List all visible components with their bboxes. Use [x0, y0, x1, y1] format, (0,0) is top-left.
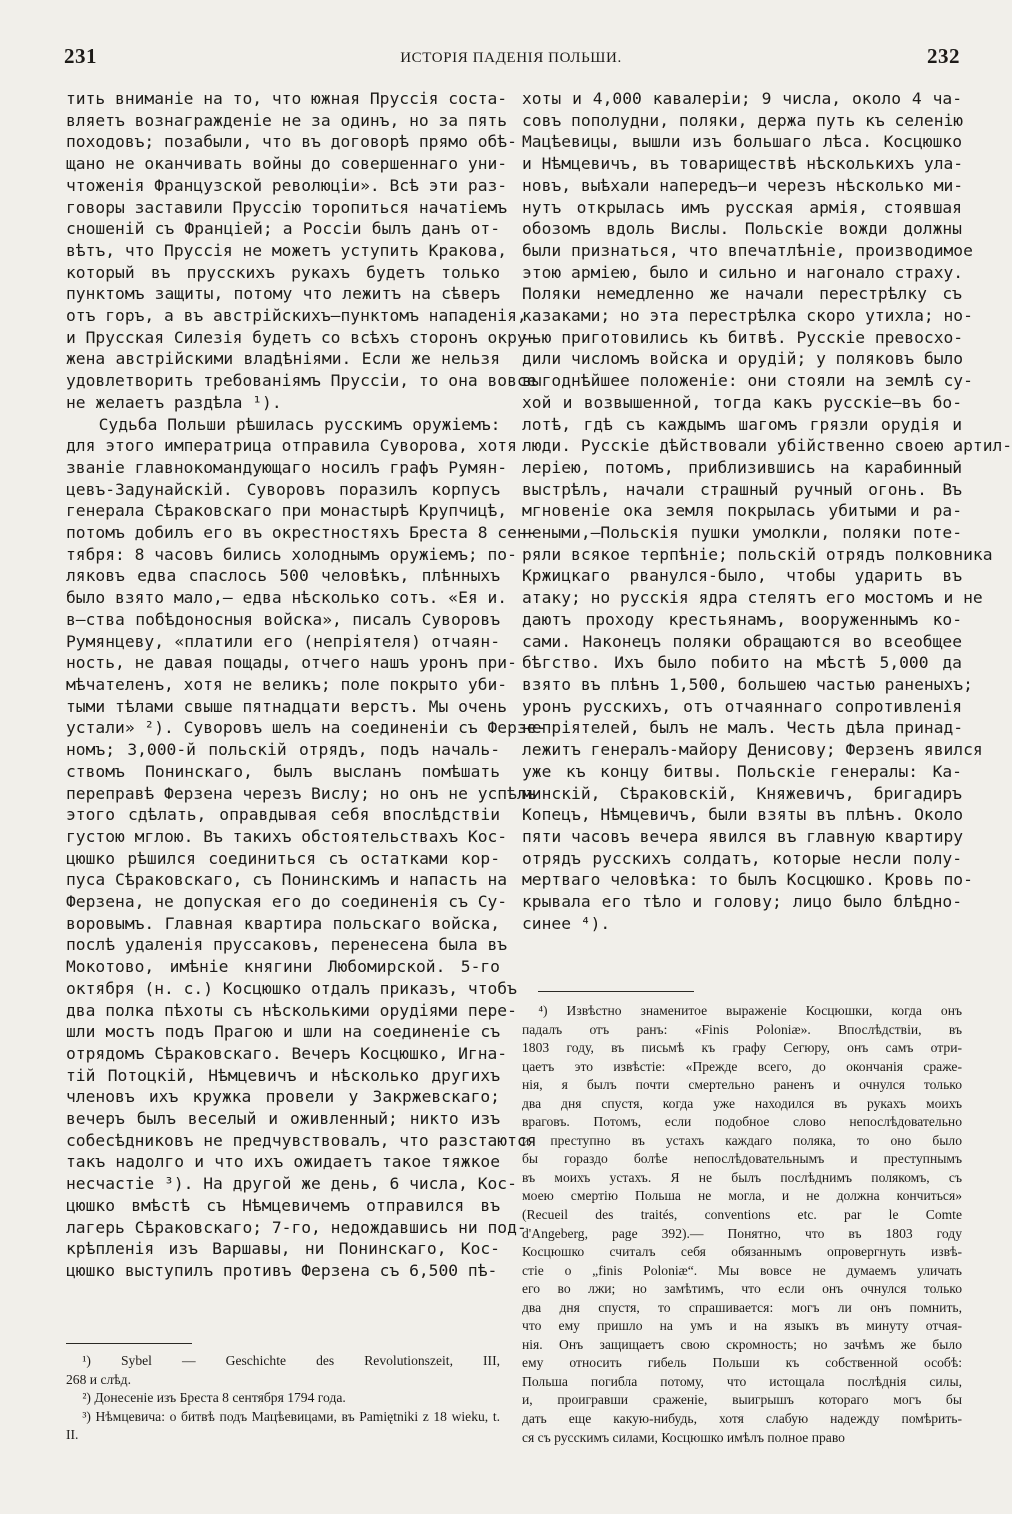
- footnote-line: моею смертію Польша не могла, и не должна кончиться»: [522, 1188, 962, 1204]
- text-line: членовъ ихъ кружка провели у Закржевскаго;: [66, 1087, 500, 1107]
- text-line: дили числомъ войска и орудій; у поляковъ было: [522, 349, 964, 369]
- left-footnote-rule: [66, 1343, 192, 1344]
- footnote-line: ему относить гибель Польши къ собственной особѣ:: [522, 1355, 962, 1371]
- footnote-line: Польша погибла потому, что истощала послѣднія силы,: [522, 1373, 962, 1389]
- footnote-line: (Recueil des traités, conventions etc. par le Comte: [522, 1207, 962, 1223]
- text-line: даютъ проходу крестьянамъ, вооруженнымъ ко-: [522, 609, 962, 629]
- text-line: цюшко вмѣстѣ съ Нѣмцевичемъ отправился въ: [66, 1195, 500, 1215]
- right-text-column: [522, 88, 1012, 934]
- footnote-line: ⁴) Извѣстно знаменитое выраженіе Косцюшки, когда онъ: [538, 1003, 962, 1018]
- text-line: два полка пѣхоты съ нѣсколькими орудіями пере-: [66, 1000, 517, 1020]
- page-number-left: 231: [64, 44, 97, 68]
- text-line: тій Потоцкій, Нѣмцевичъ и нѣсколько другихъ: [66, 1065, 500, 1085]
- text-line: званіе главнокомандующаго носилъ графъ Румян-: [66, 457, 508, 477]
- text-line: сношеній съ Франціей; а Россіи былъ данъ от-: [66, 219, 500, 239]
- left-text-column: [66, 88, 547, 1282]
- text-line: Мокотово, имѣніе княгини Любомирской. 5-го: [66, 957, 500, 977]
- text-line: обозомъ вдоль Вислы. Польскіе вожди должны: [522, 219, 962, 239]
- text-line: такъ надолго и что ихъ ожидаетъ такое тяжкое: [66, 1152, 500, 1172]
- text-line: выгоднѣйшее положеніе: они стояли на землѣ су-: [522, 371, 973, 391]
- text-line: взято въ плѣнъ 1,500, большею частью раненыхъ;: [522, 674, 973, 694]
- right-footnote-rule: [538, 991, 694, 992]
- footnote-line: ¹) Sybel — Geschichte des Revolutionszeit, III,: [82, 1353, 500, 1368]
- text-line: лагерь Сѣраковскаго; 7-го, недождавшись ни под-: [66, 1217, 527, 1237]
- text-line: Копецъ, Нѣмцевичъ, были взяты въ плѣнъ. Около: [522, 805, 964, 825]
- footnote-line: Косцюшко считалъ себя обязаннымъ опровергнуть извѣ-: [522, 1244, 962, 1260]
- text-line: несчастіе ³). На другой же день, 6 числа, Кос-: [66, 1174, 517, 1194]
- text-line: воровымъ. Главная квартира польскаго войска,: [66, 913, 500, 933]
- text-line: бѣгство. Ихъ было побито на мѣстѣ 5,000 да: [522, 653, 962, 673]
- footnote-line: дать еще какую-нибудь, хотя слабую надежду помѣрить-: [522, 1411, 962, 1427]
- page-number-right: 232: [927, 44, 960, 68]
- text-line: хой и возвышенной, тогда какъ русскіе—въ бо-: [522, 392, 962, 412]
- text-line: и Прусская Силезія будетъ со всѣхъ сторонъ окру-: [66, 327, 537, 347]
- text-line: для этого императрица отправила Суворова, хотя: [66, 436, 517, 456]
- footnote-line: ³) Нѣмцевича: о битвѣ подъ Мацѣевицами, въ Pamiętniki z 18 wieku, t. II.: [66, 1408, 500, 1443]
- text-line: Мацѣевицы, вышли изъ большаго лѣса. Косцюшко: [522, 132, 962, 152]
- footnote-line: d'Angeberg, page 392).— Понятно, что въ 1803 году: [522, 1225, 962, 1241]
- text-line: Кржицкаго рванулся-было, чтобы ударить въ: [522, 566, 962, 586]
- text-line: синее ⁴).: [522, 913, 611, 933]
- text-line: Поляки немедленно же начали перестрѣлку съ: [522, 284, 962, 304]
- text-line: Ферзена, не допуская его до соединенія съ Су-: [66, 892, 508, 912]
- text-line: тября: 8 часовъ бились холоднымъ оружіемъ; по-: [66, 544, 517, 564]
- text-line: ряли всякое терпѣніе; польскій отрядъ полковника: [522, 544, 993, 564]
- text-line: непріятелей, былъ не малъ. Честь дѣла принад-: [522, 718, 964, 738]
- running-title: ИСТОРІЯ ПАДЕНІЯ ПОЛЬШИ.: [400, 50, 622, 66]
- text-line: густою мглою. Въ такихъ обстоятельствахъ Кос-: [66, 826, 508, 846]
- footnote-line: враговъ. Потомъ, если подобное слово непослѣдовательно: [522, 1114, 962, 1130]
- text-line: уронъ русскихъ, отъ отчаяннаго сопротивленія: [522, 696, 962, 716]
- text-line: этою арміею, было и сильно и нагонало страху.: [522, 262, 964, 282]
- text-line: и Нѣмцевичъ, въ товариществѣ нѣсколькихъ ула-: [522, 154, 964, 174]
- text-line: номъ; 3,000-й польскій отрядъ, подъ началь-: [66, 740, 500, 760]
- text-line: сами. Наконецъ поляки обращаются во всеобщее: [522, 631, 962, 651]
- footnote-line: 1803 году, въ письмѣ къ графу Сегюру, онъ самъ отри-: [522, 1040, 962, 1056]
- text-line: Судьба Польши рѣшилась русскимъ оружіемъ:: [98, 414, 501, 434]
- footnote-line: бы гораздо болѣе непослѣдовательнымъ и преступнымъ: [522, 1151, 962, 1167]
- text-line: были признаться, что впечатлѣніе, производимое: [522, 240, 973, 260]
- text-line: цюшко рѣшился соединиться съ остатками кор-: [66, 848, 500, 868]
- text-line: мѣчателенъ, хотя не великъ; поле покрыто уби-: [66, 674, 508, 694]
- footnote-line: въ моихъ устахъ. Я не былъ послѣднимъ полякомъ, съ: [522, 1169, 962, 1185]
- text-line: новъ, выѣхали напередъ—и черезъ нѣсколько ми-: [522, 175, 964, 195]
- text-line: минскій, Сѣраковскій, Княжевичъ, бригадиръ: [522, 783, 962, 803]
- text-line: ляковъ едва спаслось 500 человѣкъ, плѣнныхъ: [66, 566, 500, 586]
- text-line: вляетъ вознагражденіе не за одинъ, но за пять: [66, 110, 508, 130]
- text-line: генерала Сѣраковскаго при монастырѣ Крупчицѣ,: [66, 501, 508, 521]
- text-line: октября (н. с.) Косцюшко отдалъ приказъ, чтобъ: [66, 978, 517, 998]
- footnote-line: цаетъ это извѣстіе: «Прежде всего, до окончанія сраже-: [522, 1058, 962, 1074]
- text-line: говоры заставили Пруссію торопиться начатіемъ: [66, 197, 508, 217]
- text-line: ствомъ Понинскаго, былъ высланъ помѣшать: [66, 761, 500, 781]
- text-line: цюшко выступилъ противъ Ферзена съ 6,500 пѣ-: [66, 1260, 498, 1280]
- footnote-line: его во лжи; но замѣтимъ, что если онъ очнулся только: [522, 1281, 962, 1297]
- text-line: леріею, потомъ, приблизившись на карабинный: [522, 457, 962, 477]
- footnote-line: и преступно въ устахъ каждаго поляка, то оно было: [522, 1132, 962, 1148]
- text-line: послѣ удаленія пруссаковъ, перенесена была въ: [66, 935, 508, 955]
- text-line: удовлетворить требованіямъ Пруссіи, то она вовсе: [66, 371, 537, 391]
- footnote-line: 268 и слѣд.: [66, 1371, 131, 1387]
- footnote-line: и, проигравши сраженіе, выигрышъ котораго могъ бы: [522, 1392, 962, 1408]
- footnote-line: нія. Онъ защищаетъ свою скромность; но зачѣмъ же было: [522, 1336, 962, 1352]
- text-line: шли мостъ подъ Прагою и шли на соединеніе съ: [66, 1022, 500, 1042]
- text-line: собесѣдниковъ не предчувствовалъ, что разстаются: [66, 1130, 537, 1150]
- text-line: хоты и 4,000 кавалеріи; 9 числа, около 4 ча-: [522, 89, 962, 108]
- footnote-line: нія, я былъ почти смертельно раненъ и очнулся только: [522, 1077, 962, 1093]
- text-line: чтоженія Французской революціи». Всѣ эти раз-: [66, 175, 508, 195]
- text-line: выстрѣлъ, начали страшный ручный огонь. Въ: [522, 479, 962, 499]
- text-line: щано не оканчивать войны до совершеннаго уни-: [66, 154, 508, 174]
- text-line: тить вниманіе на то, что южная Пруссія соста-: [66, 89, 508, 108]
- text-line: крѣпленія изъ Варшавы, ни Понинскаго, Кос-: [66, 1239, 500, 1259]
- text-line: потомъ добилъ его въ окрестностяхъ Бреста 8 сен-: [66, 523, 537, 543]
- right-footnotes: [522, 1002, 962, 1447]
- page-header: [62, 44, 960, 74]
- text-line: нутъ открылась имъ русская армія, стоявшая: [522, 197, 962, 217]
- text-line: вѣтъ, что Пруссія не можетъ уступить Кракова,: [66, 240, 508, 260]
- text-line: люди. Русскіе дѣйствовали убійственно своею артил-: [522, 436, 1012, 456]
- text-line: жена австрійскими владѣніями. Если же нельзя: [66, 349, 500, 369]
- text-line: лежитъ генералъ-майору Денисову; Ферзенъ явился: [522, 740, 983, 760]
- text-line: ность, не давая пощады, отчего нашъ уронъ при-: [66, 653, 517, 673]
- text-line: атаку; но русскія ядра стелятъ его мостомъ и не: [522, 588, 983, 608]
- text-line: пунктомъ защиты, потому что лежитъ на сѣверъ: [66, 284, 500, 304]
- footnote-line: ²) Донесеніе изъ Бреста 8 сентября 1794 года.: [82, 1390, 346, 1406]
- text-line: было взято мало,— едва нѣсколько сотъ. «Ея и.: [66, 588, 508, 608]
- text-line: в—ства побѣдоносныя войска», писалъ Суворовъ: [66, 609, 500, 629]
- text-line: неными,—Польскія пушки умолкли, поляки поте-: [522, 523, 962, 543]
- text-line: отрядомъ Сѣраковскаго. Вечеръ Косцюшко, Игна-: [66, 1043, 508, 1063]
- text-line: который въ прусскихъ рукахъ будетъ только: [66, 262, 500, 282]
- text-line: казаками; но эта перестрѣлка скоро утихла; но-: [522, 306, 973, 326]
- text-line: тыми тѣлами свыше пятнадцати верстъ. Мы очень: [66, 696, 508, 716]
- text-line: не желаетъ раздѣла ¹).: [66, 392, 282, 412]
- text-line: пуса Сѣраковскаго, съ Понинскимъ и напасть на: [66, 870, 508, 890]
- footnote-line: два дня спустя, когда уже находился въ рукахъ моихъ: [522, 1095, 962, 1111]
- text-line: лотѣ, гдѣ съ каждымъ шагомъ грязли орудія и: [522, 414, 962, 434]
- text-line: этого сдѣлать, оправдывая себя впослѣдствіи: [66, 805, 500, 825]
- text-line: уже къ концу битвы. Польскіе генералы: Ка-: [522, 761, 962, 781]
- left-footnotes: [66, 1352, 500, 1445]
- text-line: совъ пополудни, поляки, держа путь къ селенію: [522, 110, 964, 130]
- text-line: вечеръ былъ веселый и оживленный; никто изъ: [66, 1109, 500, 1129]
- text-line: переправѣ Ферзена черезъ Вислу; но онъ не успѣлъ: [66, 783, 537, 803]
- text-line: отъ горъ, а въ австрійскихъ—пунктомъ нападенія,: [66, 306, 527, 326]
- footnote-line: стіе о „finis Poloniæ“. Мы вовсе не думаемъ уличать: [522, 1262, 962, 1278]
- text-line: походовъ; позабыли, что въ договорѣ прямо обѣ-: [66, 132, 517, 152]
- footnote-line: ся съ русскимъ силами, Косцюшко имѣлъ полное право: [522, 1429, 845, 1445]
- text-line: цевъ-Задунайскій. Суворовъ поразилъ корпусъ: [66, 479, 500, 499]
- text-line: мгновеніе ока земля покрылась убитыми и ра-: [522, 501, 962, 521]
- footnote-line: два дня спустя, то спрашивается: могъ ли онъ помнить,: [522, 1299, 962, 1315]
- text-line: отрядъ русскихъ солдатъ, которые несли полу-: [522, 848, 962, 868]
- text-line: устали» ²). Суворовъ шелъ на соединеніи съ Ферзе-: [66, 718, 547, 738]
- text-line: пяти часовъ вечера явился въ главную квартиру: [522, 826, 964, 846]
- footnote-line: что ему пришло на умъ и на языкъ въ минуту отчая-: [522, 1318, 962, 1334]
- footnote-line: падалъ отъ ранъ: «Finis Poloniæ». Впослѣдствіи, въ: [522, 1021, 962, 1037]
- text-line: Румянцеву, «платили его (непріятеля) отчаян-: [66, 631, 500, 651]
- text-line: крывала его тѣло и голову; лицо было блѣдно-: [522, 892, 962, 912]
- text-line: мертваго человѣка: то былъ Косцюшко. Кровь по-: [522, 870, 973, 890]
- text-line: чью приготовились къ битвѣ. Русскіе превосхо-: [522, 327, 964, 347]
